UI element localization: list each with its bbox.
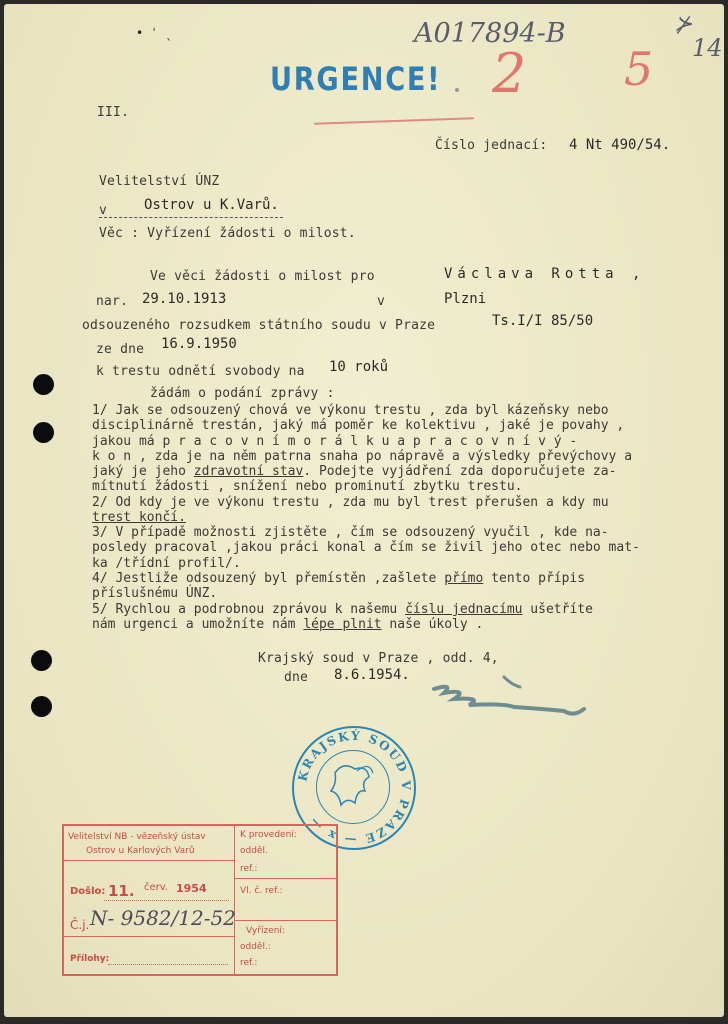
- stamp-right-6: odděl.:: [240, 942, 271, 952]
- sentence-label: k trestu odnětí svobody na: [96, 364, 305, 379]
- subject-line: Věc : Vyřízení žádosti o milost.: [99, 226, 356, 241]
- stamp-dot: [455, 88, 459, 92]
- stamp-right-7: ref.:: [240, 958, 258, 968]
- red-handwritten-5: 5: [624, 42, 654, 96]
- born-place: Plzni: [444, 291, 487, 307]
- punch-hole-3: [31, 650, 52, 671]
- receipt-stamp: [62, 824, 338, 976]
- recipient-line: Velitelství ÚNZ: [99, 174, 220, 189]
- item-1-line-5: jaký je jeho zdravotní stav. Podejte vyjádření zda doporučujete za-: [92, 464, 617, 480]
- red-underline-stroke: [314, 117, 474, 125]
- handwritten-corner-mark: ⊁: [674, 12, 693, 37]
- signature-date-label: dne: [284, 670, 309, 685]
- section-numeral: III.: [97, 105, 130, 120]
- item-4-line-2: příslušnému ÚNZ.: [92, 586, 218, 602]
- red-handwritten-2: 2: [492, 42, 527, 105]
- born-in-label: v: [377, 294, 386, 309]
- reference-label: Číslo jednací:: [435, 138, 548, 153]
- item-3-line-3: ka /třídní profil/.: [92, 555, 241, 571]
- court-signature-line: Krajský soud v Praze , odd. 4,: [258, 651, 499, 666]
- recipient-prefix: v: [99, 203, 108, 218]
- item-1-line-3: jakou má p r a c o v n í m o r á l k u a p r a c o v n í v ý -: [92, 433, 578, 449]
- item-1: [92, 403, 632, 495]
- health-status-underlined: zdravotní stav: [193, 464, 304, 480]
- intro-label: Ve věci žádosti o milost pro: [150, 269, 375, 284]
- stamp-header-2: Ostrov u Karlových Varů: [86, 846, 195, 856]
- item-2-line-2: trest končí.: [92, 510, 186, 526]
- stamp-divider-h3: [234, 878, 336, 879]
- handwritten-signature: [424, 669, 594, 729]
- punch-hole-2: [33, 422, 54, 443]
- stamp-right-1: K provedení:: [240, 830, 297, 840]
- document-page: [4, 4, 724, 1017]
- stamp-divider-h1: [64, 860, 234, 861]
- item-4-line-1: 4/ Jestliže odsouzený byl přemístěn ,zašlete přímo tento přípis: [92, 571, 586, 586]
- reference-value: 4 Nt 490/54.: [569, 137, 671, 153]
- stamp-divider-vertical: [234, 826, 235, 974]
- item-3-line-1: 3/ V případě možnosti zjistěte , čím se odsouzený vyučil , kde na-: [92, 525, 609, 540]
- attachments-dotline: [108, 964, 228, 965]
- stamp-divider-h2: [64, 936, 234, 937]
- directly-underlined: přímo: [444, 571, 484, 586]
- item-2-line-1: 2/ Od kdy je ve výkonu trestu , zda mu byl trest přerušen a kdy mu: [92, 495, 609, 510]
- born-label: nar.: [96, 294, 129, 309]
- stamp-divider-h4: [234, 920, 336, 921]
- item-5: [92, 602, 593, 633]
- svg-text:KRAJSKÝ SOUD V PRAZE — x —: KRAJSKÝ SOUD V PRAZE — x —: [295, 728, 414, 848]
- date-label: ze dne: [96, 342, 145, 357]
- stamp-right-5: Vyřízení:: [246, 926, 285, 936]
- signature-date: 8.6.1954.: [334, 667, 410, 683]
- handwritten-page-number: 14: [692, 34, 723, 62]
- case-number: Ts.I/I 85/50: [492, 313, 594, 329]
- request-line: žádám o podání zprávy :: [150, 386, 335, 401]
- top-dots: • ˈ ˎ: [136, 26, 173, 40]
- stamp-right-4: Vl. č. ref.:: [240, 886, 283, 896]
- recipient-underline: [99, 217, 283, 218]
- received-year: 1954: [176, 882, 207, 895]
- item-3-line-2: posledy pracoval ,jakou práci konal a čím se živil jeho otec nebo mat-: [92, 540, 640, 556]
- punch-hole-1: [33, 374, 54, 395]
- item-1-line-1: 1/ Jak se odsouzený chová ve výkonu trestu , zda byl kázeňsky nebo: [92, 403, 609, 418]
- better-fulfill-underlined: lépe plnit: [303, 617, 382, 633]
- received-day: 11.: [108, 882, 135, 900]
- recipient-location: Ostrov u K.Varů.: [144, 197, 279, 213]
- item-4: [92, 571, 585, 602]
- sentence-length: 10 roků: [329, 359, 389, 375]
- attachments-label: Přílohy:: [70, 954, 110, 964]
- handwritten-registry-number: N- 9582/12-52: [90, 906, 236, 930]
- sentenced-label: odsouzeného rozsudkem státního soudu v Praze: [82, 318, 436, 333]
- item-3: [92, 525, 640, 571]
- item-1-line-6: mítnutí žádosti , snížení nebo prominutí zbytku trestu.: [92, 479, 523, 495]
- stamp-right-3: ref.:: [240, 864, 258, 874]
- number-label: Č.j.: [70, 918, 90, 932]
- born-date: 29.10.1913: [142, 291, 227, 307]
- punch-hole-4: [31, 696, 52, 717]
- received-dotline: [104, 900, 229, 901]
- stamp-right-2: odděl.: [240, 846, 268, 856]
- received-month: červ.: [144, 882, 169, 893]
- stamp-header-1: Velitelství NB - vězeňský ústav: [68, 832, 206, 842]
- urgence-stamp: URGENCE!: [270, 60, 442, 98]
- item-2: [92, 495, 609, 526]
- item-5-line-2: nám urgenci a umožníte nám lépe plnit naše úkoly .: [92, 617, 484, 633]
- item-1-line-2: disciplinárně trestán, jaký má poměr ke kolektivu , jaké je povahy ,: [92, 418, 625, 434]
- handwritten-archive-ref: A017894-B: [414, 18, 566, 49]
- reference-number-underlined: číslu jednacímu: [405, 602, 523, 617]
- sentence-date: 16.9.1950: [161, 336, 237, 352]
- item-1-line-4: k o n , zda je na něm patrna snaha po nápravě a výsledky převýchovy a: [92, 448, 633, 464]
- received-label: Došlo:: [70, 886, 106, 897]
- item-5-line-1: 5/ Rychlou a podrobnou zprávou k našemu číslu jednacímu ušetříte: [92, 602, 593, 617]
- person-name: Václava Rotta ,: [444, 266, 646, 282]
